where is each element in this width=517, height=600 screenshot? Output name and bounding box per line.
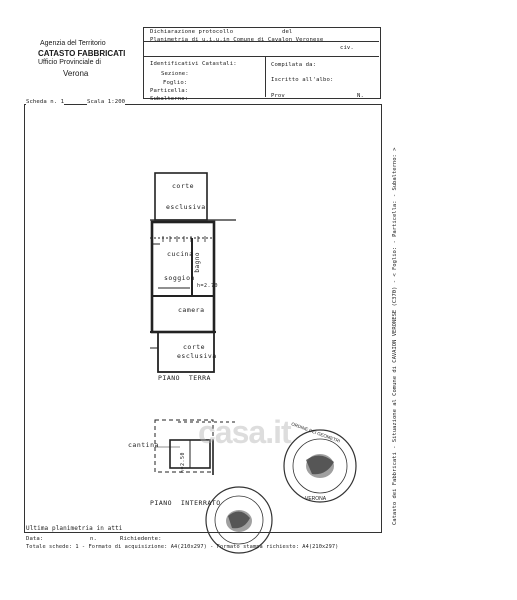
ultima-label: Ultima planimetria in atti <box>26 525 123 532</box>
prov-label: Prov <box>271 93 285 99</box>
agency-line2: CATASTO FABBRICATI <box>38 49 126 58</box>
n-footer-label: n. <box>90 536 97 542</box>
piano-terra-title: PIANO TERRA <box>158 374 211 382</box>
height-label: h=2.70 <box>197 283 219 289</box>
stamp-text: VERONA <box>305 496 327 502</box>
dichiarazione-label: Dichiarazione protocollo <box>150 29 234 35</box>
cucina-label: cucina <box>167 250 194 258</box>
cantina-label: cantina <box>128 441 159 449</box>
corte-top-label: corte <box>172 182 195 190</box>
del-label: del <box>282 29 293 35</box>
scheda-label: Scheda n. 1 <box>26 99 65 105</box>
foglio-label: Foglio: <box>163 80 188 86</box>
piano-interrato-title: PIANO INTERRATO <box>150 499 221 507</box>
compilata-label: Compilata da: <box>271 62 317 68</box>
richiedente-label: Richiedente: <box>120 536 162 542</box>
agency-line1: Agenzia del Territorio <box>40 40 106 47</box>
bagno-label: bagno <box>194 252 201 273</box>
corte-bottom-label: corte <box>183 343 206 351</box>
civ-label: civ. <box>340 45 354 51</box>
data-label: Data: <box>26 536 44 542</box>
agency-line4: Verona <box>63 69 89 78</box>
planimetria-label: Planimetria di u.i.u.in Comune di Cavalon Veronese <box>150 37 324 43</box>
agency-line3: Ufficio Provinciale di <box>38 59 101 66</box>
camera-label: camera <box>178 306 205 314</box>
identificativi-label: Identificativi Catastali: <box>150 61 237 67</box>
iscritto-label: Iscritto all'albo: <box>271 77 334 83</box>
soggiorno-label: soggion <box>164 274 195 282</box>
cantina-height-label: h=2.50 <box>180 452 186 474</box>
particella-label: Particella: <box>150 88 189 94</box>
watermark: casa.it <box>198 414 291 450</box>
scala-label: Scala 1:200 <box>87 99 126 105</box>
subalterno-label: Subalterno: <box>150 96 189 102</box>
stamp-text: ORDINE DEI GEOMETRI <box>290 421 341 444</box>
sezione-label: Sezione: <box>161 71 189 77</box>
side-text: Catasto dei Fabbricati - Situazione al Comune di CAVAION VERONESE (C370) - < Foglio: - Particella: - Subalterno: > <box>392 147 398 525</box>
esclusiva-bottom-label: esclusiva <box>177 352 217 360</box>
esclusiva-top-label: esclusiva <box>166 203 206 211</box>
n-label: N. <box>357 93 364 99</box>
totale-label: Totale schede: 1 - Formato di acquisizione: A4(210x297) - Formato stampa richiesto: A4(210x297) <box>26 544 339 550</box>
